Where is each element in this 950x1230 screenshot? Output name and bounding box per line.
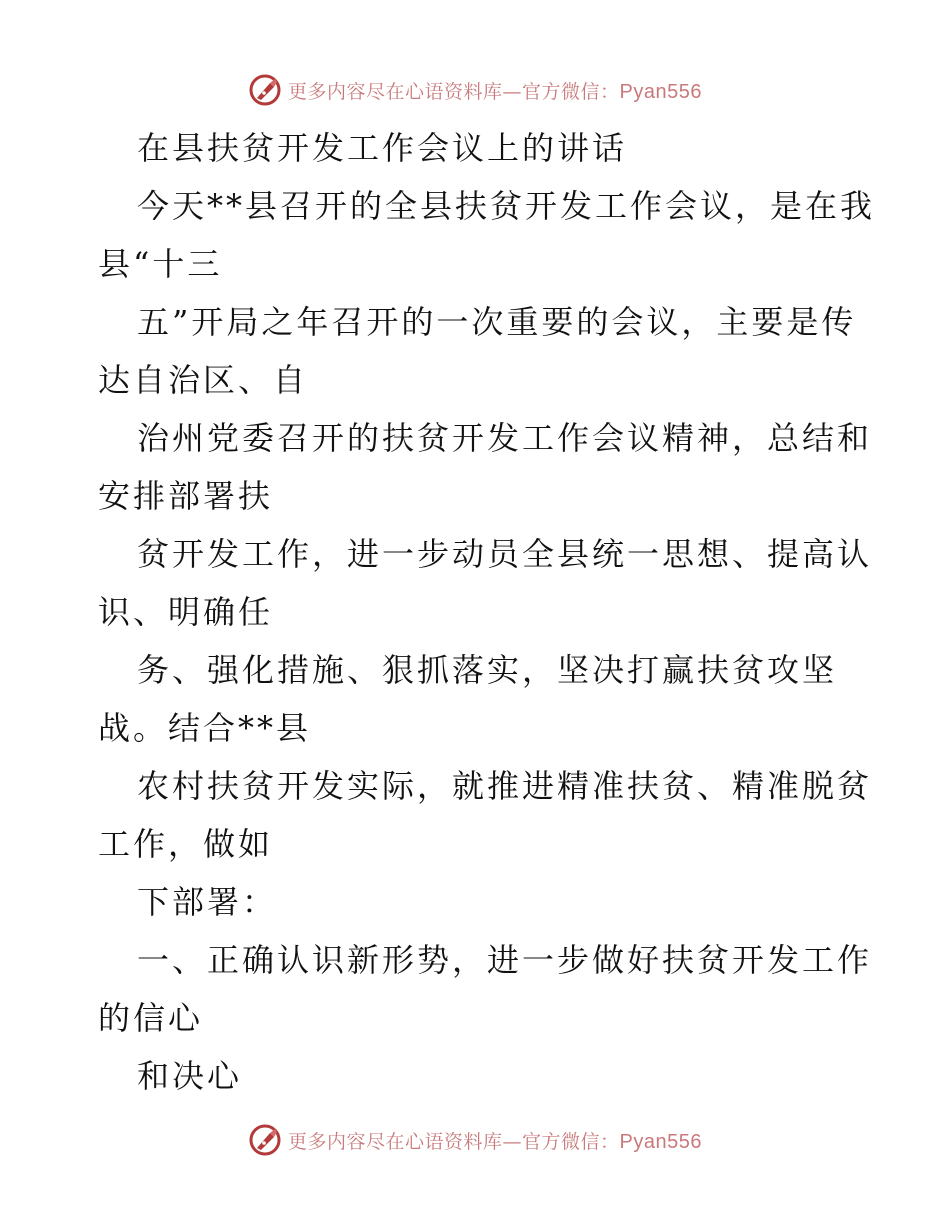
paragraph-line: 战。结合**县 [98,709,312,747]
document-title: 在县扶贫开发工作会议上的讲话 [137,129,628,167]
watermark-cn-text: 更多内容尽在心语资料库—官方微信： [288,1130,620,1153]
paragraph-line: 治州党委召开的扶贫开发工作会议精神，总结和 [137,419,873,457]
watermark-wechat-id: Pyan556 [619,1130,702,1153]
pen-nib-logo-icon [248,1123,282,1157]
footer-watermark [0,1120,950,1160]
paragraph-line: 安排部署扶 [98,477,274,515]
paragraph-line: 下部署： [137,883,278,921]
paragraph-line: 识、明确任 [98,593,274,631]
section-heading-line: 一、正确认识新形势，进一步做好扶贫开发工作 [137,941,873,979]
paragraph-line: 今天**县召开的全县扶贫开发工作会议，是在我 [137,187,876,225]
paragraph-line: 农村扶贫开发实际，就推进精准扶贫、精准脱贫 [137,767,873,805]
paragraph-line: 达自治区、自 [98,361,309,399]
watermark-text [288,1127,702,1154]
paragraph-line: 工作，做如 [98,825,274,863]
watermark-cn-text: 更多内容尽在心语资料库—官方微信： [288,80,620,103]
paragraph-line: 五”开局之年召开的一次重要的会议，主要是传 [137,303,857,341]
paragraph-line: 贫开发工作，进一步动员全县统一思想、提高认 [137,535,873,573]
watermark-wechat-id: Pyan556 [619,80,702,103]
section-heading-line: 和决心 [137,1057,243,1095]
section-heading-line: 的信心 [98,999,204,1037]
paragraph-line: 务、强化措施、狠抓落实，坚决打赢扶贫攻坚 [137,651,838,689]
paragraph-line: 县“十三 [98,245,223,283]
